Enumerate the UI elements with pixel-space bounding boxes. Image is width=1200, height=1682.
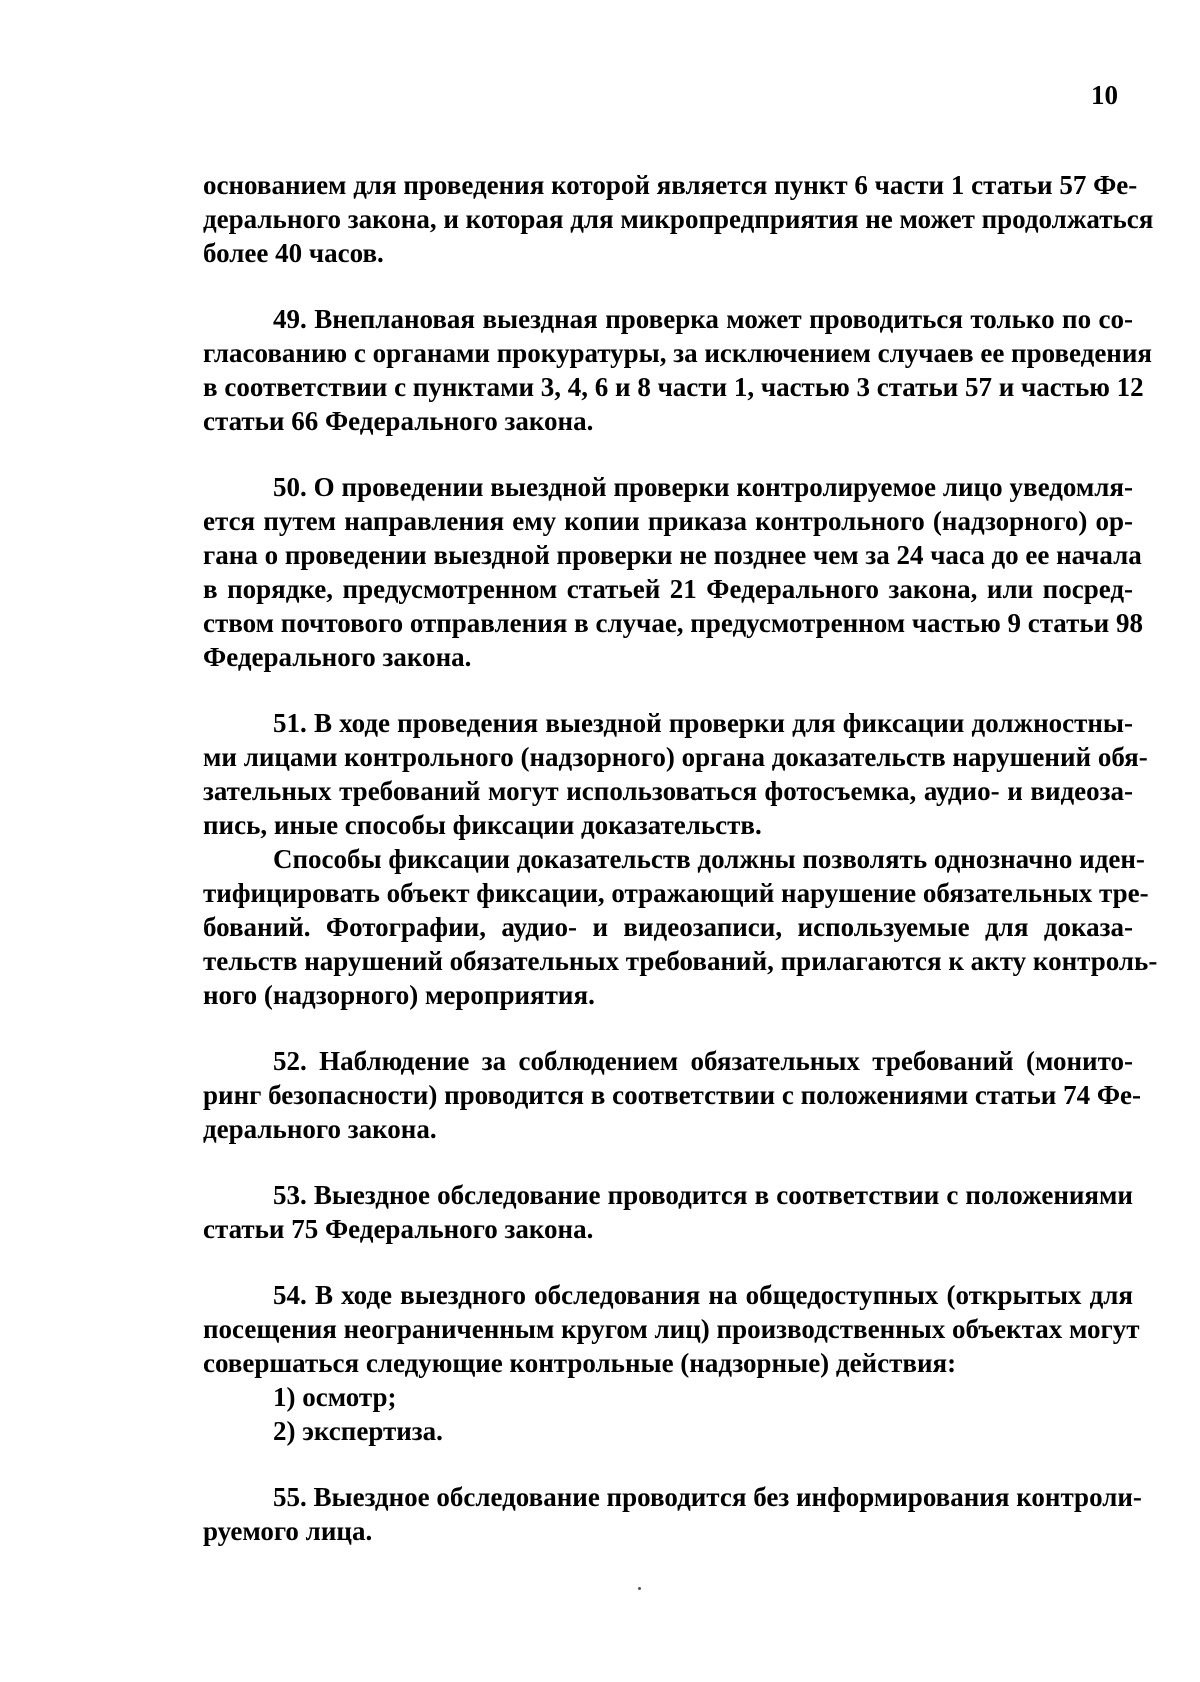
text-line: 2) экспертиза. (273, 1416, 443, 1446)
text-line: в соответствии с пунктами 3, 4, 6 и 8 части 1, частью 3 статьи 57 и частью 12 (203, 372, 1144, 402)
paragraph-item-55 (203, 1480, 1142, 1548)
text-line: статьи 75 Федерального закона. (203, 1214, 594, 1244)
paragraph-continuation (203, 168, 1154, 270)
text-line: тельств нарушений обязательных требований, прилагаются к акту контроль- (203, 946, 1158, 976)
paragraph-item-54 (203, 1278, 1140, 1380)
text-line: 52. Наблюдение за соблюдением обязательных требований (монито- (273, 1046, 1133, 1076)
text-line: ного (надзорного) мероприятия. (203, 980, 595, 1010)
text-line: 49. Внеплановая выездная проверка может проводиться только по со- (273, 304, 1133, 334)
text-line: 53. Выездное обследование проводится в соответствии с положениями (273, 1180, 1133, 1210)
document-body (203, 168, 1158, 1548)
text-line: 1) осмотр; (273, 1382, 397, 1412)
text-line: пись, иные способы фиксации доказательств. (203, 810, 762, 840)
text-line: 54. В ходе выездного обследования на общедоступных (открытых для (273, 1280, 1133, 1310)
text-line: ринг безопасности) проводится в соответствии с положениями статьи 74 Фе- (203, 1080, 1142, 1110)
text-line: дерального закона, и которая для микропредприятия не может продолжаться (203, 204, 1154, 234)
text-line: посещения неограниченным кругом лиц) производственных объектах могут (203, 1314, 1140, 1344)
text-line: 55. Выездное обследование проводится без информирования контроли- (273, 1482, 1142, 1512)
page-number: 10 (1091, 80, 1118, 110)
text-line: Способы фиксации доказательств должны позволять однозначно иден- (273, 844, 1145, 874)
text-line: зательных требований могут использоваться фотосъемка, аудио- и видеоза- (203, 776, 1133, 806)
text-line: тифицировать объект фиксации, отражающий нарушение обязательных тре- (203, 878, 1149, 908)
paragraph-item-51 (203, 706, 1148, 842)
text-line: 50. О проведении выездной проверки контролируемое лицо уведомля- (273, 472, 1133, 502)
text-line: дерального закона. (203, 1114, 437, 1144)
text-line: гласованию с органами прокуратуры, за исключением случаев ее проведения (203, 338, 1153, 368)
scan-speck (638, 1587, 641, 1590)
text-line: ми лицами контрольного (надзорного) органа доказательств нарушений обя- (203, 742, 1148, 772)
paragraph-item-51-continued (203, 842, 1158, 1012)
text-line: более 40 часов. (203, 238, 384, 268)
text-line: совершаться следующие контрольные (надзорные) действия: (203, 1348, 957, 1378)
paragraph-item-52 (203, 1044, 1142, 1146)
paragraph-item-53 (203, 1178, 1133, 1246)
text-line: статьи 66 Федерального закона. (203, 406, 594, 436)
text-line: руемого лица. (203, 1516, 373, 1546)
list-item-expertise (203, 1414, 1133, 1448)
text-line: бований. Фотографии, аудио- и видеозаписи, используемые для доказа- (203, 912, 1133, 942)
list-item-inspection (203, 1380, 1133, 1414)
text-line: гана о проведении выездной проверки не позднее чем за 24 часа до ее начала (203, 540, 1142, 570)
text-line: в порядке, предусмотренном статьей 21 Федерального закона, или посред- (203, 574, 1133, 604)
text-line: ется путем направления ему копии приказа контрольного (надзорного) ор- (203, 506, 1133, 536)
text-line: ством почтового отправления в случае, предусмотренном частью 9 статьи 98 (203, 608, 1143, 638)
paragraph-item-49 (203, 302, 1153, 438)
text-line: Федерального закона. (203, 642, 472, 672)
paragraph-item-50 (203, 470, 1143, 674)
text-line: 51. В ходе проведения выездной проверки для фиксации должностны- (273, 708, 1133, 738)
text-line: основанием для проведения которой является пункт 6 части 1 статьи 57 Фе- (203, 170, 1138, 200)
